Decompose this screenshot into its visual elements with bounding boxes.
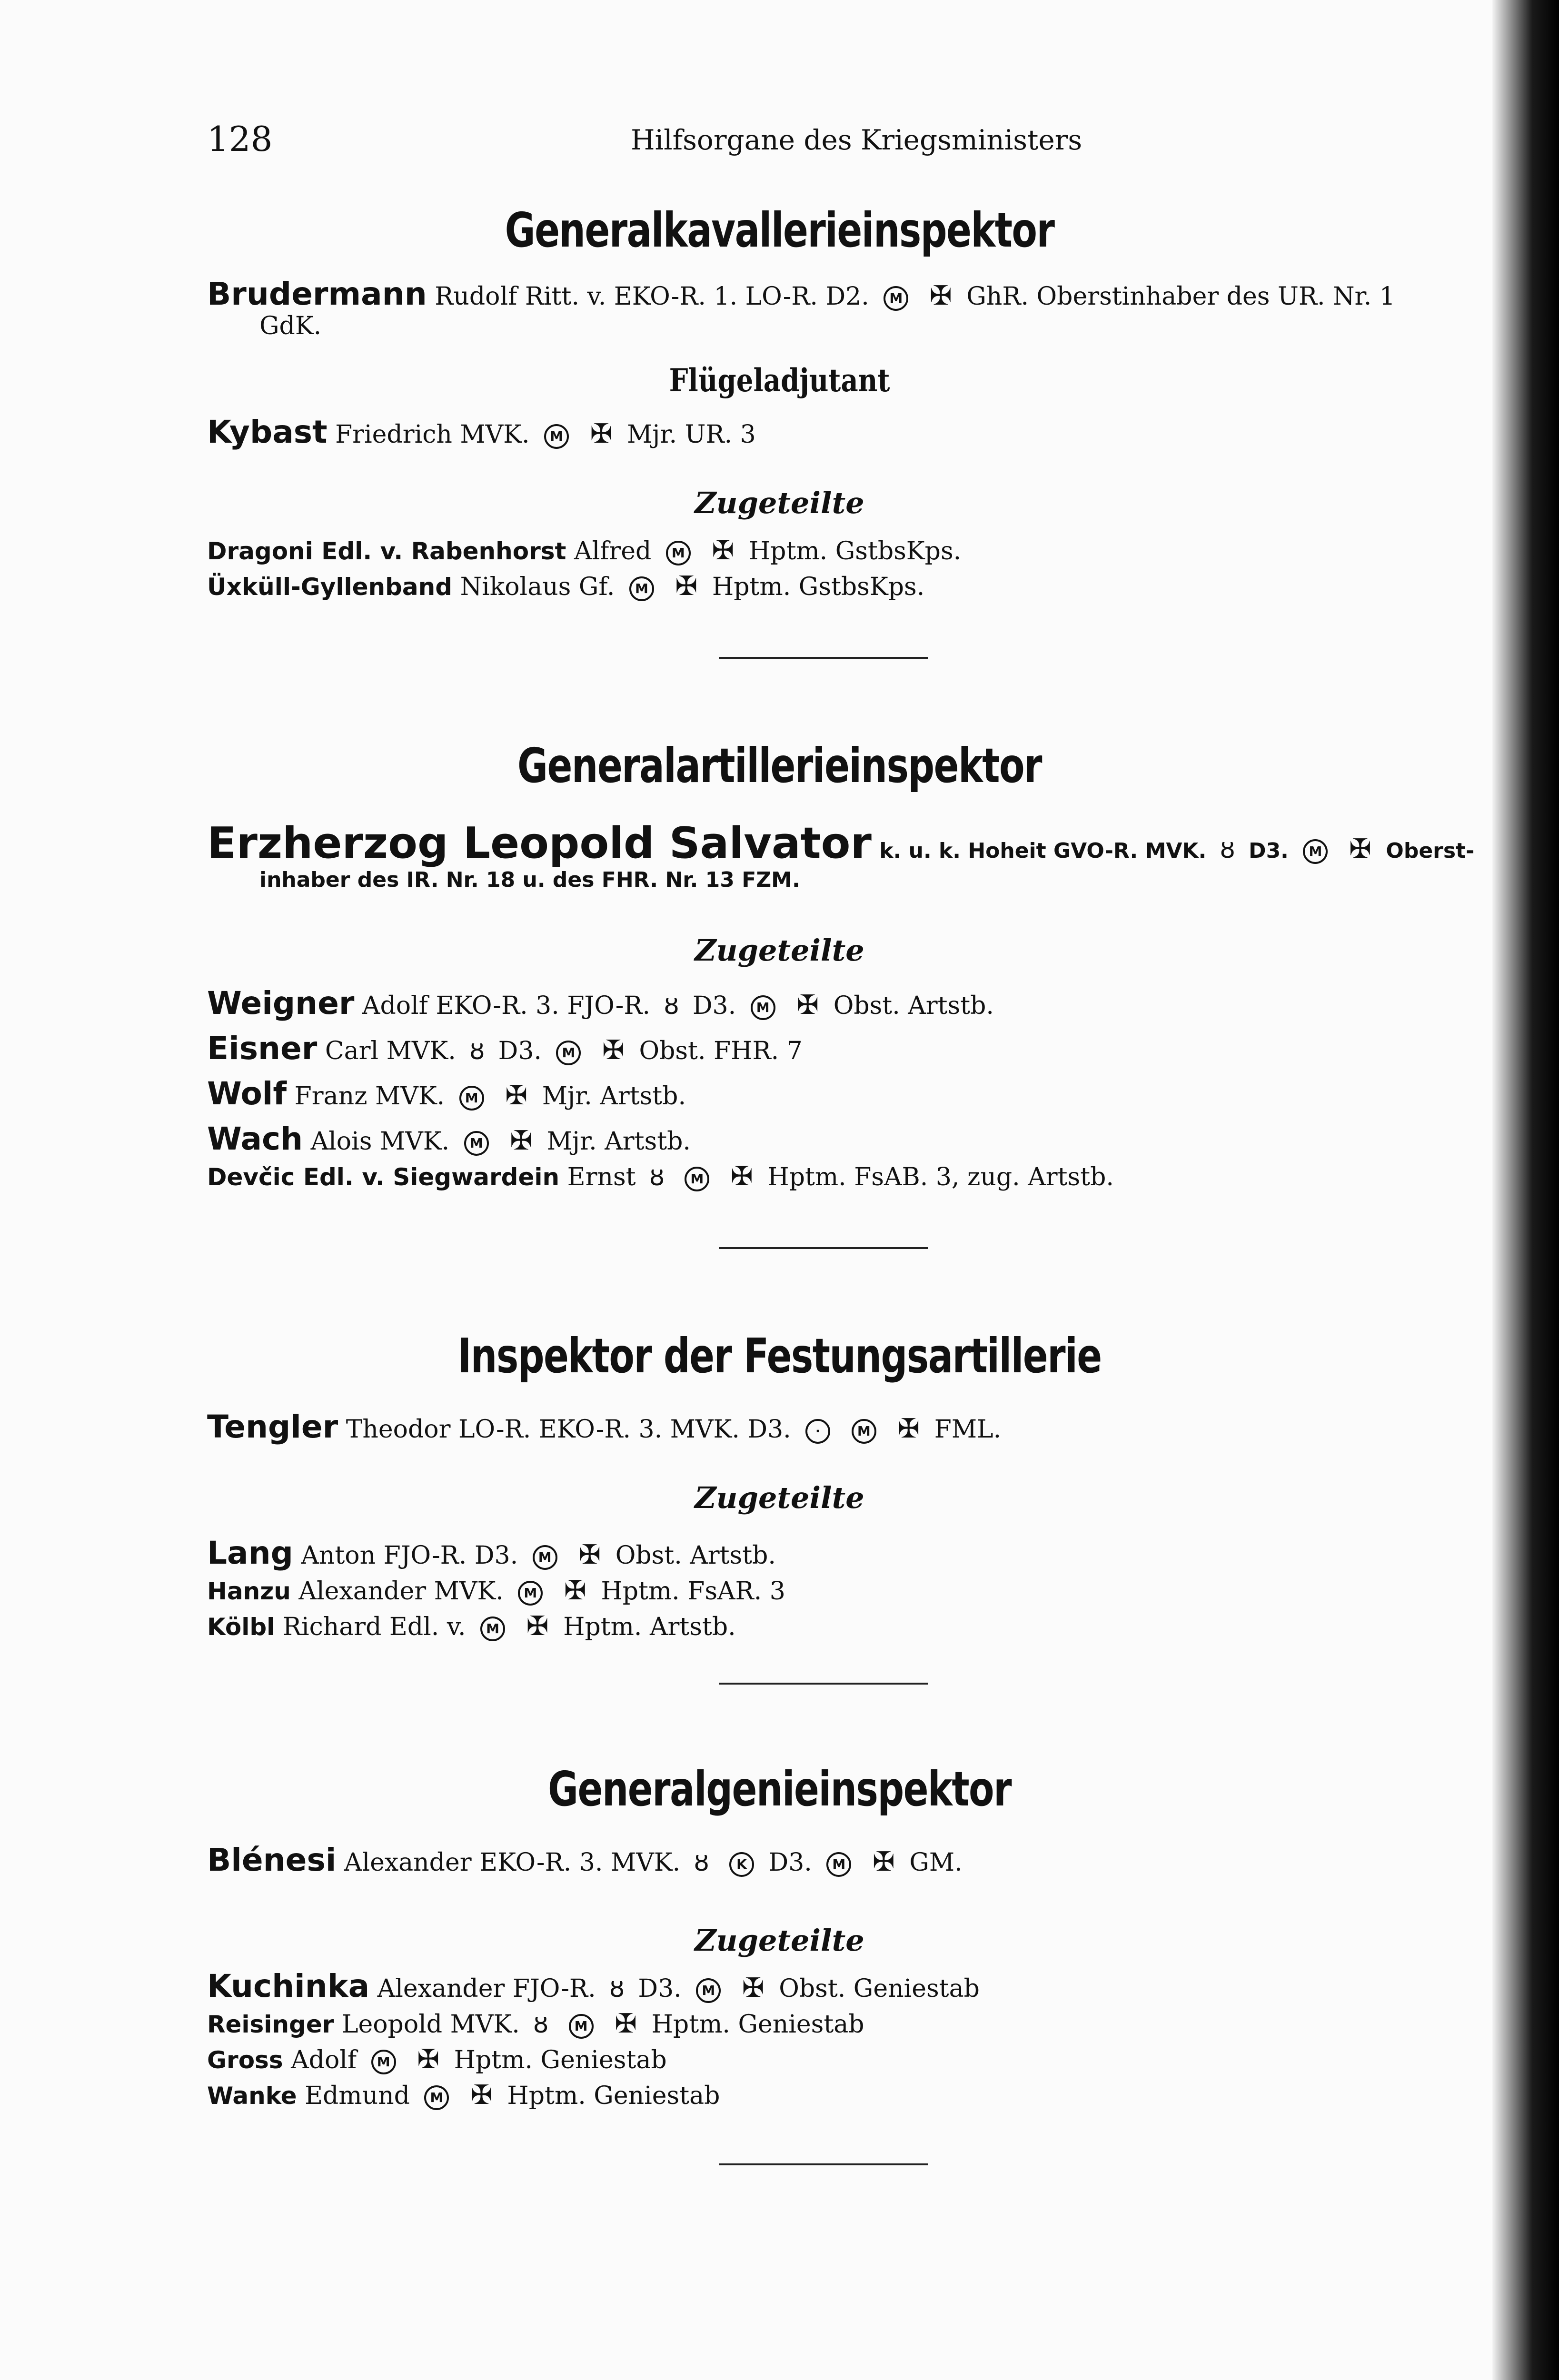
cross-icon: ✠ <box>470 2080 493 2111</box>
entry-tengler: Tengler Theodor LO-R. EKO-R. 3. MVK. D3. · M ✠ FML. <box>207 1408 1002 1445</box>
subheading-fluegeladjutant: Flügeladjutant <box>669 362 890 399</box>
m-circle-icon: M <box>544 424 569 449</box>
knot-icon: ȣ <box>694 1848 709 1877</box>
section-title-artillerie: Generalartillerieinspektor <box>517 738 1042 793</box>
knot-icon: ȣ <box>469 1037 485 1065</box>
cross-icon: ✠ <box>526 1611 549 1642</box>
m-circle-icon: M <box>826 1852 851 1877</box>
subheading-zugeteilte-3: Zugeteilte <box>695 1480 864 1515</box>
k-circle-icon: K <box>729 1852 754 1877</box>
entry-eisner: Eisner Carl MVK. ȣ D3. M ✠ Obst. FHR. 7 <box>207 1030 803 1067</box>
cross-icon: ✠ <box>742 1973 765 2003</box>
entry-kuchinka: Kuchinka Alexander FJO-R. ȣ D3. M ✠ Obst. Geniestab <box>207 1968 980 2004</box>
page-number: 128 <box>207 119 273 159</box>
m-circle-icon: M <box>459 1086 484 1111</box>
m-circle-icon: M <box>533 1545 557 1570</box>
entry-kybast: Kybast Friedrich MVK. M ✠ Mjr. UR. 3 <box>207 414 756 450</box>
entry-uexkuell: Üxküll-Gyllenband Nikolaus Gf. M ✠ Hptm. GstbsKps. <box>207 571 925 602</box>
cross-icon: ✠ <box>897 1413 920 1444</box>
entry-wanke: Wanke Edmund M ✠ Hptm. Geniestab <box>207 2080 720 2111</box>
entry-blenesi: Blénesi Alexander EKO-R. 3. MVK. ȣ K D3. M ✠ GM. <box>207 1842 963 1878</box>
subheading-zugeteilte-1: Zugeteilte <box>695 486 864 520</box>
m-circle-icon: M <box>852 1419 876 1444</box>
cross-icon: ✠ <box>712 535 735 566</box>
page-edge-shadow <box>1492 0 1559 2380</box>
cross-icon: ✠ <box>796 990 819 1021</box>
cross-icon: ✠ <box>929 280 952 311</box>
entry-erzherzog-leopold-salvator: Erzherzog Leopold Salvator k. u. k. Hoheit GVO-R. MVK. ȣ D3. M ✠ Oberst- inhaber des IR. Nr. 18 u. des FHR. Nr. 13 FZM. <box>207 818 1475 892</box>
section-divider <box>719 2163 928 2165</box>
entry-weigner: Weigner Adolf EKO-R. 3. FJO-R. ȣ D3. M ✠ Obst. Artstb. <box>207 985 994 1021</box>
cross-icon: ✠ <box>510 1125 533 1156</box>
subheading-zugeteilte-2: Zugeteilte <box>695 933 864 968</box>
entry-wach: Wach Alois MVK. M ✠ Mjr. Artstb. <box>207 1121 691 1157</box>
m-circle-icon: M <box>751 995 775 1020</box>
m-circle-icon: M <box>480 1616 505 1641</box>
section-divider <box>719 657 928 659</box>
entry-koelbl: Kölbl Richard Edl. v. M ✠ Hptm. Artstb. <box>207 1611 736 1642</box>
entry-hanzu: Hanzu Alexander MVK. M ✠ Hptm. FsAR. 3 <box>207 1575 785 1606</box>
knot-icon: ȣ <box>1220 835 1235 864</box>
cross-icon: ✠ <box>578 1539 601 1570</box>
m-circle-icon: M <box>685 1167 709 1191</box>
knot-icon: ȣ <box>664 992 679 1020</box>
entry-reisinger: Reisinger Leopold MVK. ȣ M ✠ Hptm. Geniestab <box>207 2008 864 2039</box>
m-circle-icon: M <box>884 286 908 311</box>
entry-devcic: Devčic Edl. v. Siegwardein Ernst ȣ M ✠ Hptm. FsAB. 3, zug. Artstb. <box>207 1161 1114 1192</box>
m-circle-icon: M <box>569 2014 594 2039</box>
running-title: Hilfsorgane des Kriegsministers <box>631 124 1082 156</box>
cross-icon: ✠ <box>505 1080 528 1111</box>
section-title-genie: Generalgenieinspektor <box>548 1761 1011 1817</box>
cross-icon: ✠ <box>590 418 613 449</box>
cross-icon: ✠ <box>615 2008 637 2039</box>
dot-circle-icon: · <box>805 1419 830 1444</box>
knot-icon: ȣ <box>649 1163 665 1191</box>
subheading-zugeteilte-4: Zugeteilte <box>695 1923 864 1958</box>
section-title-kavallerie: Generalkavallerieinspektor <box>505 202 1054 258</box>
cross-icon: ✠ <box>1349 833 1371 864</box>
knot-icon: ȣ <box>609 1974 625 2003</box>
cross-icon: ✠ <box>417 2044 440 2075</box>
cross-icon: ✠ <box>730 1161 753 1192</box>
m-circle-icon: M <box>629 576 654 601</box>
m-circle-icon: M <box>666 541 691 565</box>
entry-gross: Gross Adolf M ✠ Hptm. Geniestab <box>207 2044 667 2075</box>
running-header <box>207 119 1492 162</box>
m-circle-icon: M <box>464 1131 489 1156</box>
m-circle-icon: M <box>556 1041 581 1065</box>
entry-lang: Lang Anton FJO-R. D3. M ✠ Obst. Artstb. <box>207 1535 776 1571</box>
m-circle-icon: M <box>518 1581 543 1606</box>
entry-brudermann: Brudermann Rudolf Ritt. v. EKO-R. 1. LO-R. D2. M ✠ GhR. Oberstinhaber des UR. Nr. 1 GdK. <box>207 276 1395 340</box>
cross-icon: ✠ <box>564 1575 586 1606</box>
m-circle-icon: M <box>696 1978 721 2003</box>
cross-icon: ✠ <box>872 1846 895 1877</box>
section-title-festungsartillerie: Inspektor der Festungsartillerie <box>457 1328 1102 1384</box>
entry-dragoni: Dragoni Edl. v. Rabenhorst Alfred M ✠ Hptm. GstbsKps. <box>207 535 962 566</box>
section-divider <box>719 1247 928 1249</box>
cross-icon: ✠ <box>602 1035 625 1066</box>
entry-wolf: Wolf Franz MVK. M ✠ Mjr. Artstb. <box>207 1075 686 1112</box>
m-circle-icon: M <box>371 2050 396 2074</box>
knot-icon: ȣ <box>533 2010 549 2039</box>
section-divider <box>719 1683 928 1685</box>
cross-icon: ✠ <box>675 571 698 602</box>
m-circle-icon: M <box>424 2085 449 2110</box>
m-circle-icon: M <box>1303 839 1328 864</box>
